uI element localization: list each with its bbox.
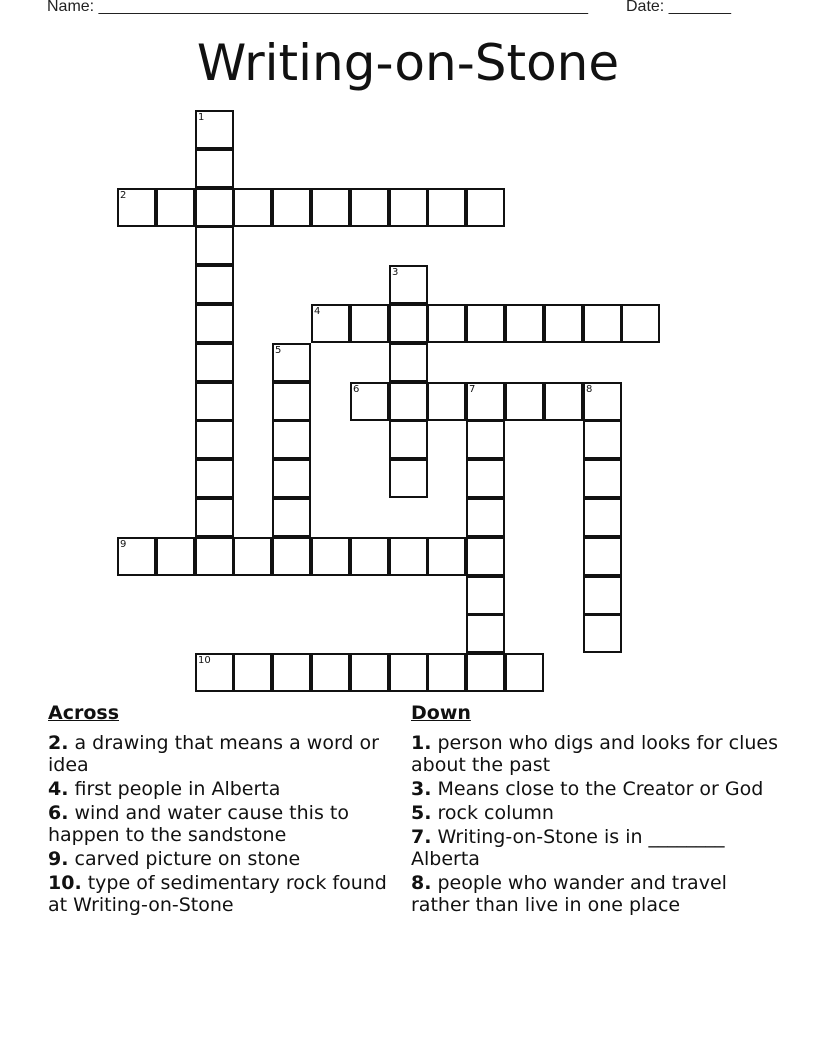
cell-number: 5 xyxy=(275,345,282,356)
clue-text: carved picture on stone xyxy=(68,848,301,870)
clue-number: 4. xyxy=(48,778,69,800)
down-heading: Down xyxy=(411,702,471,724)
page-title: Writing-on-Stone xyxy=(196,34,620,92)
clue-number: 1. xyxy=(411,732,432,754)
cell-number: 9 xyxy=(120,539,127,550)
grid-cell[interactable] xyxy=(583,498,622,537)
grid-cell[interactable] xyxy=(583,537,622,576)
grid-cell[interactable] xyxy=(427,537,466,576)
grid-cell[interactable] xyxy=(505,653,544,692)
grid-cell[interactable] xyxy=(195,149,234,188)
down-clues xyxy=(411,700,791,918)
grid-cell[interactable] xyxy=(195,498,234,537)
grid-cell[interactable] xyxy=(466,576,505,615)
clue-across-9 xyxy=(48,848,388,870)
cell-number: 8 xyxy=(586,384,593,395)
clue-across-10 xyxy=(48,872,388,916)
grid-cell[interactable] xyxy=(195,382,234,421)
grid-cell[interactable] xyxy=(272,653,311,692)
cell-number: 7 xyxy=(469,384,476,395)
clue-down-5 xyxy=(411,802,791,824)
grid-cell[interactable] xyxy=(311,188,350,227)
cell-number: 2 xyxy=(120,190,127,201)
grid-cell[interactable] xyxy=(350,653,389,692)
grid-cell[interactable] xyxy=(389,382,428,421)
grid-cell[interactable] xyxy=(466,459,505,498)
grid-cell[interactable] xyxy=(272,382,311,421)
clue-number: 9. xyxy=(48,848,69,870)
grid-cell[interactable] xyxy=(117,537,156,576)
grid-cell[interactable] xyxy=(505,304,544,343)
grid-cell[interactable] xyxy=(466,537,505,576)
clue-across-4 xyxy=(48,778,388,800)
grid-cell[interactable] xyxy=(195,265,234,304)
grid-cell[interactable] xyxy=(389,188,428,227)
clue-text: Writing-on-Stone is in ________ Alberta xyxy=(411,826,725,870)
grid-cell[interactable] xyxy=(389,537,428,576)
clue-number: 7. xyxy=(411,826,432,848)
grid-cell[interactable] xyxy=(583,576,622,615)
grid-cell[interactable] xyxy=(427,304,466,343)
grid-cell[interactable] xyxy=(583,459,622,498)
grid-cell[interactable] xyxy=(350,188,389,227)
grid-cell[interactable] xyxy=(117,188,156,227)
grid-cell[interactable] xyxy=(466,420,505,459)
grid-cell[interactable] xyxy=(195,188,234,227)
grid-cell[interactable] xyxy=(389,459,428,498)
cell-number: 1 xyxy=(198,112,205,123)
grid-cell[interactable] xyxy=(505,382,544,421)
clue-number: 2. xyxy=(48,732,69,754)
grid-cell[interactable] xyxy=(466,653,505,692)
grid-cell[interactable] xyxy=(466,614,505,653)
grid-cell[interactable] xyxy=(195,304,234,343)
cell-number: 6 xyxy=(353,384,360,395)
grid-cell[interactable] xyxy=(466,382,505,421)
clue-number: 3. xyxy=(411,778,432,800)
grid-cell[interactable] xyxy=(233,653,272,692)
clue-text: people who wander and travel rather than live in one place xyxy=(411,872,727,916)
cell-number: 4 xyxy=(314,306,321,317)
grid-cell[interactable] xyxy=(389,653,428,692)
grid-cell[interactable] xyxy=(195,110,234,149)
grid-cell[interactable] xyxy=(466,498,505,537)
grid-cell[interactable] xyxy=(311,537,350,576)
grid-cell[interactable] xyxy=(621,304,660,343)
grid-cell[interactable] xyxy=(466,188,505,227)
grid-cell[interactable] xyxy=(311,653,350,692)
clue-across-2 xyxy=(48,732,388,776)
grid-cell[interactable] xyxy=(427,382,466,421)
grid-cell[interactable] xyxy=(389,343,428,382)
clue-number: 5. xyxy=(411,802,432,824)
grid-cell[interactable] xyxy=(272,420,311,459)
grid-cell[interactable] xyxy=(350,537,389,576)
grid-cell[interactable] xyxy=(583,304,622,343)
clue-text: person who digs and looks for clues about the past xyxy=(411,732,779,776)
grid-cell[interactable] xyxy=(389,420,428,459)
clue-text: a drawing that means a word or idea xyxy=(48,732,379,776)
grid-cell[interactable] xyxy=(544,382,583,421)
grid-cell[interactable] xyxy=(583,420,622,459)
clue-text: wind and water cause this to happen to the sandstone xyxy=(48,802,349,846)
grid-cell[interactable] xyxy=(156,537,195,576)
grid-cell[interactable] xyxy=(195,459,234,498)
clue-text: rock column xyxy=(431,802,554,824)
grid-cell[interactable] xyxy=(583,614,622,653)
clue-text: Means close to the Creator or God xyxy=(431,778,764,800)
cell-number: 3 xyxy=(392,267,399,278)
grid-cell[interactable] xyxy=(195,226,234,265)
clue-down-8 xyxy=(411,872,791,916)
grid-cell[interactable] xyxy=(583,382,622,421)
clue-text: first people in Alberta xyxy=(68,778,281,800)
grid-cell[interactable] xyxy=(389,304,428,343)
grid-cell[interactable] xyxy=(195,343,234,382)
grid-cell[interactable] xyxy=(427,653,466,692)
grid-cell[interactable] xyxy=(427,188,466,227)
clue-down-1 xyxy=(411,732,791,776)
grid-cell[interactable] xyxy=(389,265,428,304)
grid-cell[interactable] xyxy=(272,343,311,382)
grid-cell[interactable] xyxy=(195,537,234,576)
clue-number: 10. xyxy=(48,872,82,894)
across-clues xyxy=(48,700,388,918)
grid-cell[interactable] xyxy=(272,188,311,227)
grid-cell[interactable] xyxy=(466,304,505,343)
grid-cell[interactable] xyxy=(233,188,272,227)
grid-cell[interactable] xyxy=(156,188,195,227)
name-field[interactable]: Name: _______________________________________________________ xyxy=(47,0,588,15)
cell-number: 10 xyxy=(198,655,211,666)
clue-down-7 xyxy=(411,826,791,870)
clue-number: 8. xyxy=(411,872,432,894)
clue-text: type of sedimentary rock found at Writing-on-Stone xyxy=(48,872,387,916)
grid-cell[interactable] xyxy=(311,304,350,343)
grid-cell[interactable] xyxy=(544,304,583,343)
grid-cell[interactable] xyxy=(195,420,234,459)
clue-down-3 xyxy=(411,778,791,800)
clue-number: 6. xyxy=(48,802,69,824)
across-heading: Across xyxy=(48,702,120,724)
grid-cell[interactable] xyxy=(272,498,311,537)
grid-cell[interactable] xyxy=(233,537,272,576)
grid-cell[interactable] xyxy=(195,653,234,692)
grid-cell[interactable] xyxy=(272,537,311,576)
grid-cell[interactable] xyxy=(350,304,389,343)
date-field[interactable]: Date: _______ xyxy=(626,0,731,15)
grid-cell[interactable] xyxy=(272,459,311,498)
grid-cell[interactable] xyxy=(350,382,389,421)
clue-across-6 xyxy=(48,802,388,846)
